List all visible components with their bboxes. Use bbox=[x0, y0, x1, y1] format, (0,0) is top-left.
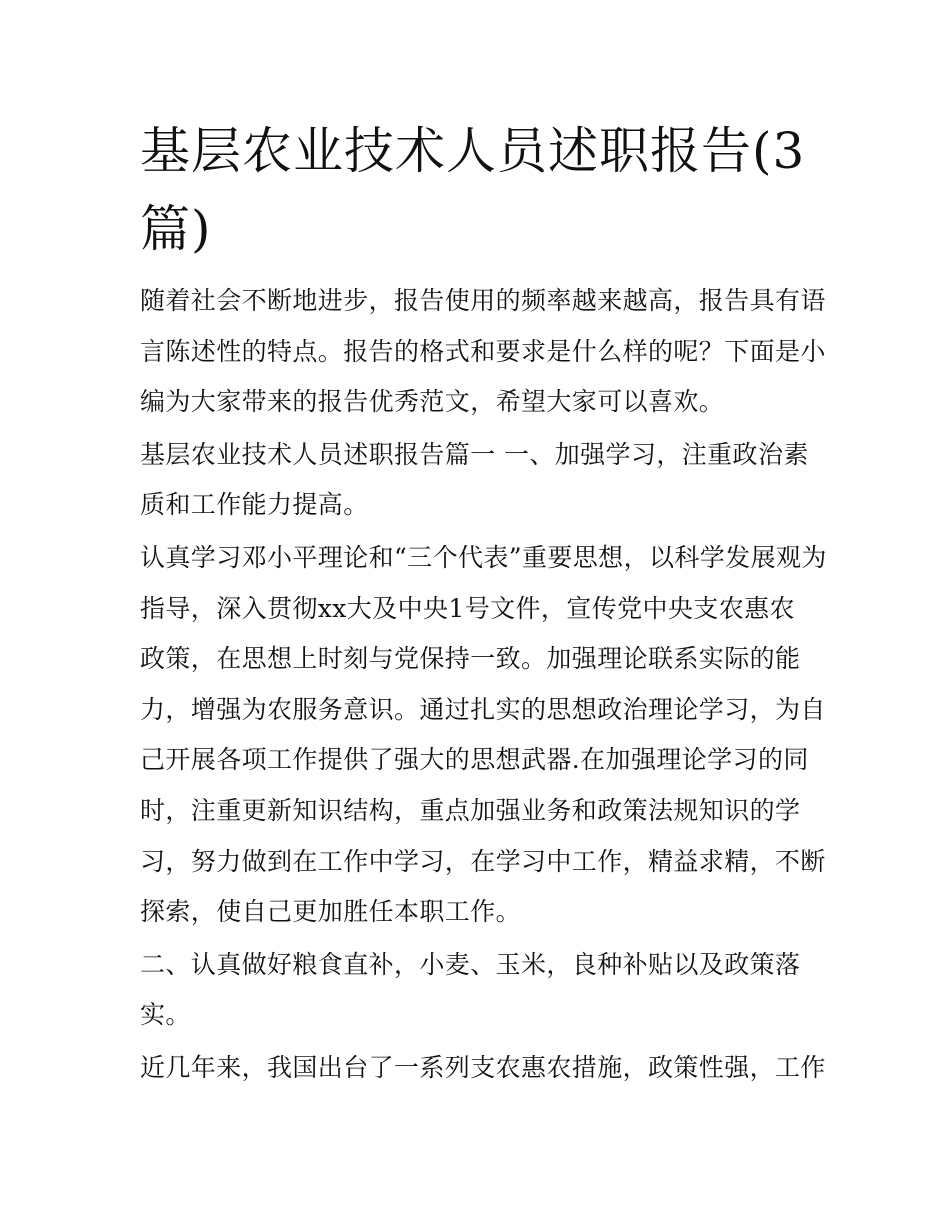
title-line: 篇) bbox=[140, 200, 212, 258]
text-line: 质和工作能力提高。 bbox=[140, 490, 369, 520]
document-body bbox=[140, 276, 830, 1094]
text-line: 时，注重更新知识结构，重点加强业务和政策法规知识的学 bbox=[140, 795, 801, 825]
text-line: 近几年来，我国出台了一系列支农惠农措施，政策性强，工作 bbox=[140, 1052, 826, 1082]
paragraph-section-heading bbox=[140, 430, 830, 531]
document-title bbox=[140, 112, 820, 268]
text-line: 习，努力做到在工作中学习，在学习中工作，精益求精，不断 bbox=[140, 846, 826, 876]
paragraph-subsidy bbox=[140, 940, 830, 1041]
text-line: 随着社会不断地进步，报告使用的频率越来越高，报告具有语 bbox=[140, 286, 826, 315]
paragraph-intro bbox=[140, 276, 830, 428]
text-line: 认真学习邓小平理论和“三个代表”重要思想，以科学发展观为 bbox=[140, 542, 827, 572]
text-line: 基层农业技术人员述职报告篇一 一、加强学习，注重政治素 bbox=[140, 439, 809, 469]
text-line: 力，增强为农服务意识。通过扎实的思想政治理论学习，为自 bbox=[140, 694, 826, 724]
text-line: 编为大家带来的报告优秀范文，希望大家可以喜欢。 bbox=[140, 387, 725, 417]
title-line: 基层农业技术人员述职报告(3 bbox=[140, 122, 806, 180]
text-line: 己开展各项工作提供了强大的思想武器.在加强理论学习的同 bbox=[140, 745, 809, 775]
text-line: 言陈述性的特点。报告的格式和要求是什么样的呢？下面是小 bbox=[140, 336, 826, 366]
text-line: 二、认真做好粮食直补，小麦、玉米，良种补贴以及政策落 bbox=[140, 949, 801, 979]
paragraph-study bbox=[140, 533, 830, 938]
paragraph-policy bbox=[140, 1043, 830, 1094]
text-line: 政策，在思想上时刻与党保持一致。加强理论联系实际的能 bbox=[140, 644, 801, 674]
text-line: 探索，使自己更加胜任本职工作。 bbox=[140, 897, 522, 927]
text-line: 实。 bbox=[140, 1000, 191, 1030]
text-line: 指导，深入贯彻xx大及中央1号文件，宣传党中央支农惠农 bbox=[140, 593, 795, 623]
